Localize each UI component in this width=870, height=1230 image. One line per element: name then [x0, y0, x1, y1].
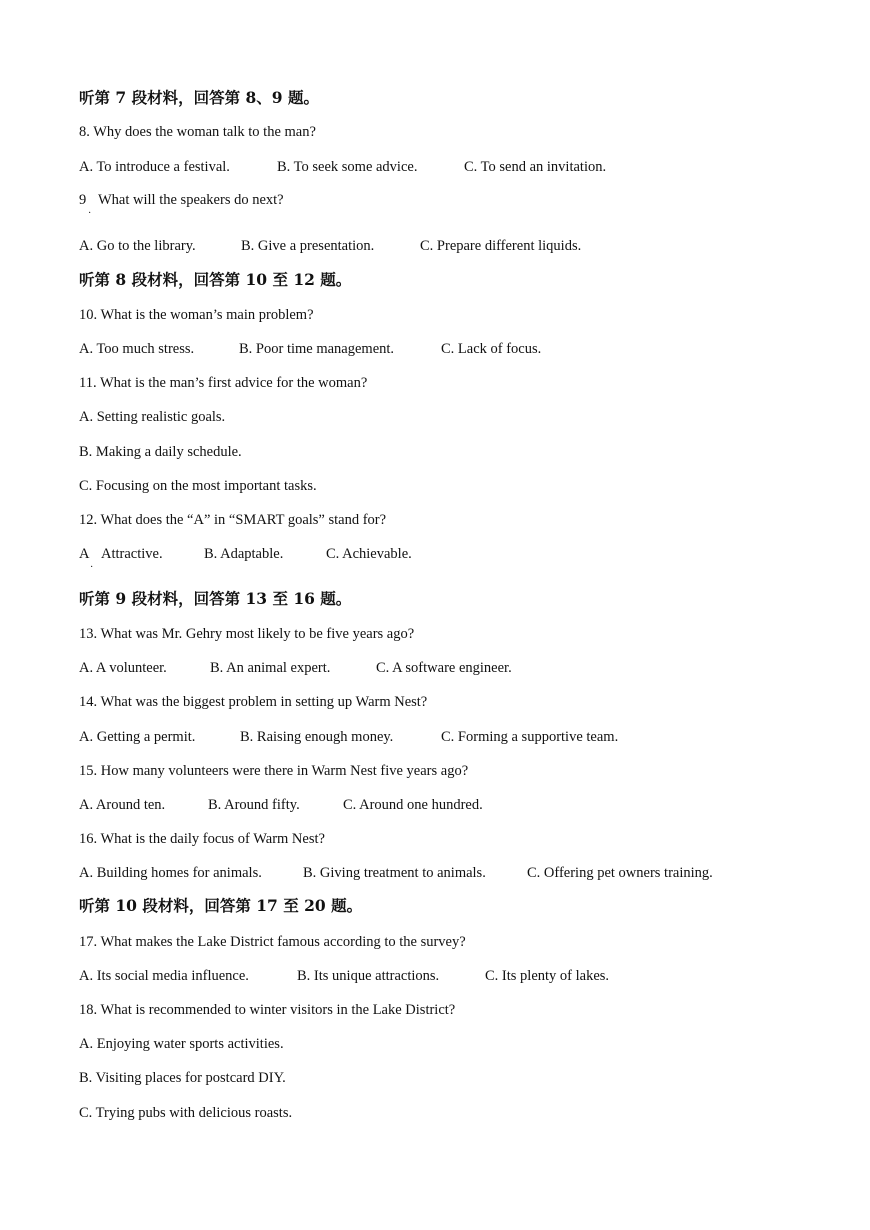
option-b: B. Its unique attractions. [297, 968, 440, 984]
option-c: C. Its plenty of lakes. [485, 968, 610, 984]
option-row [79, 864, 839, 882]
question-stem: 8. Why does the woman talk to the man? [79, 124, 316, 140]
option-a: A. Around ten. [79, 797, 166, 813]
option-b: B. Adaptable. [204, 546, 284, 562]
option-a: A. Enjoying water sports activities. [79, 1036, 284, 1052]
option-c: C. Focusing on the most important tasks. [79, 478, 317, 494]
question-number: 9 [79, 192, 87, 208]
option-b: B. An animal expert. [210, 660, 331, 676]
option-a: A. Its social media influence. [79, 968, 249, 984]
option-b: B. Poor time management. [239, 341, 395, 357]
option-a: A. Too much stress. [79, 341, 195, 357]
option-b: B. Raising enough money. [240, 729, 394, 745]
dot-mark: · [90, 562, 94, 573]
question-stem: 11. What is the man’s first advice for the woman? [79, 375, 368, 391]
option-b: B. Giving treatment to animals. [303, 865, 486, 881]
section-heading: 听第 8 段材料，回答第 10 至 12 题。 [79, 270, 352, 289]
option-b: B. Around fifty. [208, 797, 300, 813]
question-stem: 18. What is recommended to winter visitors in the Lake District? [79, 1002, 456, 1018]
question-stem: 17. What makes the Lake District famous according to the survey? [79, 934, 466, 950]
option-row [79, 158, 839, 176]
question-stem: 12. What does the “A” in “SMART goals” stand for? [79, 512, 387, 528]
option-c: C. Achievable. [326, 546, 412, 562]
option-c: C. To send an invitation. [464, 159, 607, 175]
option-c: C. Lack of focus. [441, 341, 542, 357]
option-row [79, 237, 839, 255]
option-row [79, 796, 839, 814]
option-c: C. Trying pubs with delicious roasts. [79, 1105, 293, 1121]
question-stem: 10. What is the woman’s main problem? [79, 307, 314, 323]
option-row [79, 728, 839, 746]
option-a: A. Setting realistic goals. [79, 409, 226, 425]
option-b: B. Making a daily schedule. [79, 444, 242, 460]
dot-mark: · [88, 208, 92, 219]
option-c: C. Prepare different liquids. [420, 238, 582, 254]
question-stem: 15. How many volunteers were there in Warm Nest five years ago? [79, 763, 469, 779]
section-heading: 听第 9 段材料，回答第 13 至 16 题。 [79, 589, 352, 608]
option-a: A. Go to the library. [79, 238, 196, 254]
option-c: C. Around one hundred. [343, 797, 483, 813]
option-c: C. A software engineer. [376, 660, 512, 676]
option-a: A. Building homes for animals. [79, 865, 262, 881]
option-row [79, 340, 839, 358]
section-heading: 听第 7 段材料，回答第 8、9 题。 [79, 88, 319, 107]
question-text: What will the speakers do next? [98, 192, 284, 208]
section-heading: 听第 10 段材料，回答第 17 至 20 题。 [79, 896, 363, 915]
question-stem [79, 191, 839, 221]
option-c: C. Offering pet owners training. [527, 865, 713, 881]
question-stem: 14. What was the biggest problem in setting up Warm Nest? [79, 694, 428, 710]
option-b: B. Give a presentation. [241, 238, 375, 254]
option-c: C. Forming a supportive team. [441, 729, 619, 745]
option-a-letter: A [79, 546, 90, 562]
option-row [79, 659, 839, 677]
option-a: A. Getting a permit. [79, 729, 196, 745]
option-a-text: Attractive. [101, 546, 163, 562]
question-stem: 13. What was Mr. Gehry most likely to be five years ago? [79, 626, 415, 642]
question-stem: 16. What is the daily focus of Warm Nest? [79, 831, 325, 847]
option-b: B. To seek some advice. [277, 159, 418, 175]
option-a: A. To introduce a festival. [79, 159, 230, 175]
option-row [79, 967, 839, 985]
option-row [79, 545, 839, 575]
option-a: A. A volunteer. [79, 660, 167, 676]
option-b: B. Visiting places for postcard DIY. [79, 1070, 286, 1086]
